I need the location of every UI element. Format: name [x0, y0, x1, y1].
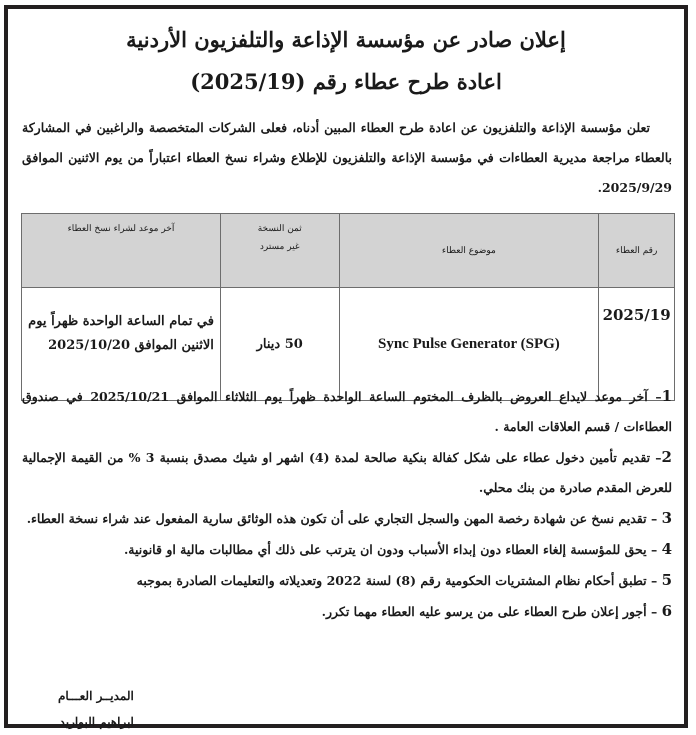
term-text: – تقديم تأمين دخول عطاء على شكل كفالة بنكية صالحة لمدة (4) اشهر او شيك مصدق بنسبة 3 % من القيمة الإجمالية للعرض المقدم صادرة من بنك محلي. — [22, 450, 672, 495]
term-number: 4 — [661, 540, 672, 558]
term-number: 5 — [661, 571, 672, 589]
purchase-deadline-cell: في تمام الساعة الواحدة ظهراً يوم الاثنين الموافق 2025/10/20 — [22, 288, 221, 401]
header-tender-subject: موضوع العطاء — [339, 214, 599, 288]
tender-table — [21, 213, 675, 401]
term-item — [22, 381, 672, 442]
announcement-title: إعلان صادر عن مؤسسة الإذاعة والتلفزيون الأردنية — [126, 27, 566, 52]
term-number: 2 — [661, 448, 672, 466]
signatory-role: المديــر العـــام — [58, 689, 134, 703]
term-text: – تقديم نسخ عن شهادة رخصة المهن والسجل التجاري على أن تكون هذه الوثائق سارية المفعول عند شراء نسخة العطاء. — [26, 511, 662, 526]
term-item — [22, 442, 672, 503]
tender-number-cell: 2025/19 — [599, 288, 675, 401]
header-copy-price-line1: ثمن النسخة — [257, 224, 302, 234]
header-purchase-deadline: آخر موعد لشراء نسخ العطاء — [22, 214, 221, 288]
term-text: – آخر موعد لايداع العروض بالظرف المختوم الساعة الواحدة ظهراً يوم الثلاثاء الموافق 2025/10/21 في صندوق العطاءات / قسم العلاقات العامة . — [22, 389, 672, 434]
term-item — [22, 503, 672, 534]
header-copy-price — [220, 214, 339, 288]
term-number: 3 — [661, 509, 672, 527]
tender-subtitle: اعادة طرح عطاء رقم (2025/19) — [190, 69, 502, 94]
header-copy-price-line2: غير مسترد — [259, 242, 300, 252]
term-number: 6 — [661, 602, 672, 620]
announcement-frame — [4, 5, 688, 728]
intro-paragraph: تعلن مؤسسة الإذاعة والتلفزيون عن اعادة طرح العطاء المبين أدناه، فعلى الشركات المتخصصة والراغبين في المشاركة بالعطاء مراجعة مديرية العطاءات في مؤسسة الإذاعة والتلفزيون للإطلاع وشراء نسخ العطاء اعتباراً من يوم الاثنين الموافق 2025/9/29. — [22, 120, 672, 195]
term-text: – تطبق أحكام نظام المشتريات الحكومية رقم (8) لسنة 2022 وتعديلاته والتعليمات الصادرة بموجبه — [136, 573, 662, 588]
announcement-document — [8, 9, 684, 729]
term-item — [22, 565, 672, 596]
tender-subject-cell: Sync Pulse Generator (SPG) — [339, 288, 599, 401]
term-text: – يحق للمؤسسة إلغاء العطاء دون إبداء الأسباب ودون ان يترتب على ذلك أي مطالبات مالية او قانونية. — [123, 542, 662, 557]
signatory-name: ابراهيم البواريد — [59, 715, 134, 729]
term-item — [22, 596, 672, 627]
term-item — [22, 534, 672, 565]
terms-list — [22, 381, 672, 627]
header-tender-number: رقم العطاء — [599, 214, 675, 288]
tender-table-header-row — [22, 214, 675, 288]
signature-block — [58, 683, 134, 735]
term-text: – أجور إعلان طرح العطاء على من يرسو عليه العطاء مهما تكرر. — [321, 604, 662, 619]
term-number: 1 — [661, 387, 673, 405]
copy-price-cell: 50 دينار — [220, 288, 339, 401]
